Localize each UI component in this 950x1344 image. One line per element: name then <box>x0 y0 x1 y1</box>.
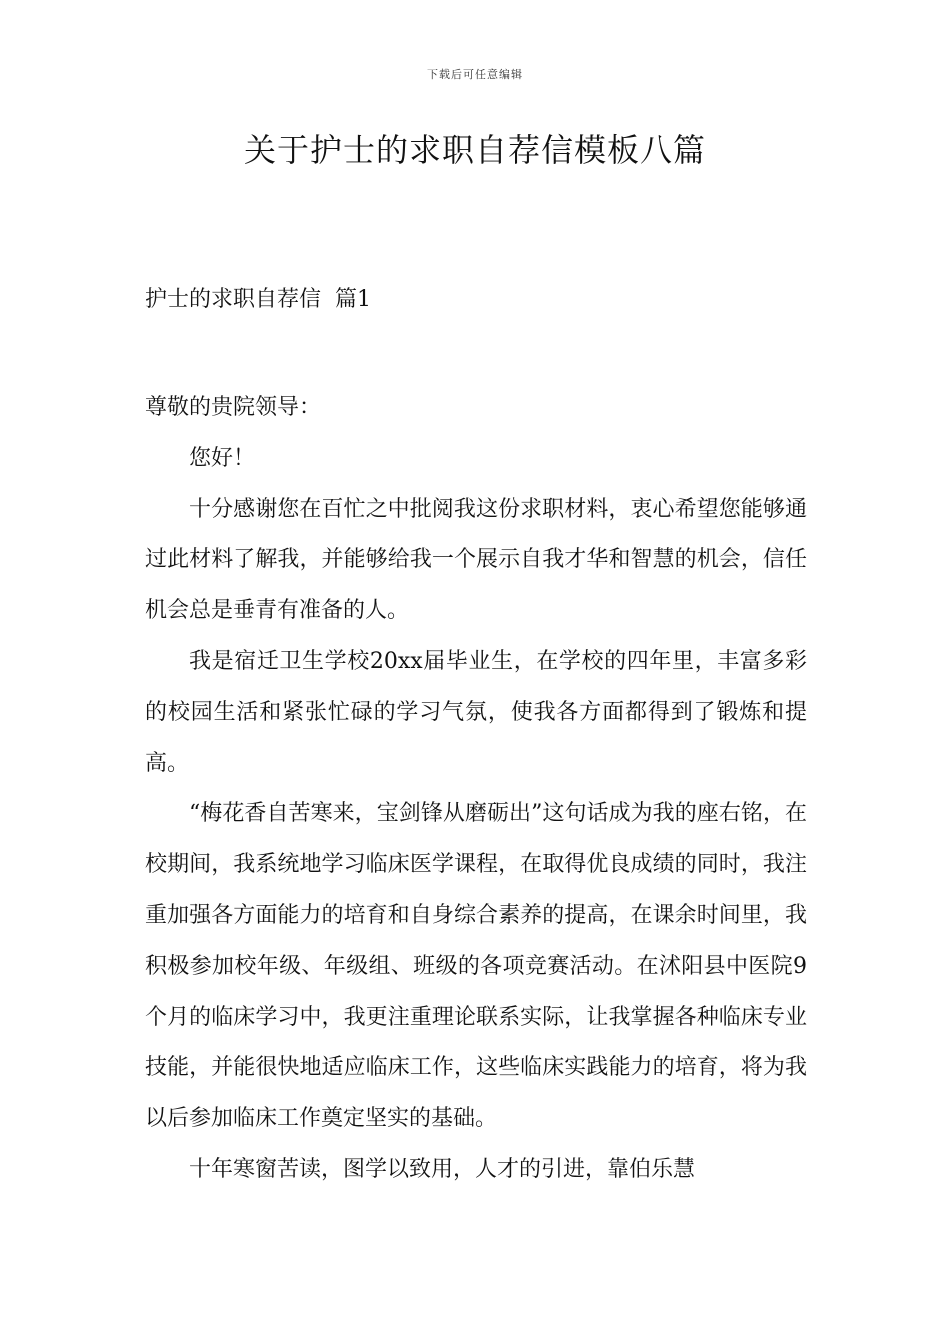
section-heading: 护士的求职自荐信 篇1 <box>145 287 371 312</box>
letter-body <box>145 383 807 1196</box>
paragraph-greeting: 您好！ <box>189 445 256 471</box>
paragraph: 十年寒窗苦读，图学以致用，人才的引进，靠伯乐慧 <box>189 1156 696 1182</box>
paragraph: “梅花香自苦寒来，宝剑锋从磨砺出”这句话成为我的座右铭，在校期间，我系统地学习临床医学课程，在取得优良成绩的同时，我注重加强各方面能力的培育和自身综合素养的提高，在课余时间里，我积极参加校年级、年级组、班级的各项竞赛活动。在沭阳县中医院9个月的临床学习中，我更注重理论联系实际，让我掌握各种临床专业技能，并能很快地适应临床工作，这些临床实践能力的培育，将为我以后参加临床工作奠定坚实的基础。 <box>145 801 807 1132</box>
header-note: 下载后可任意编辑 <box>427 68 523 81</box>
salutation: 尊敬的贵院领导： <box>145 395 322 420</box>
paragraph: 我是宿迁卫生学校20xx届毕业生，在学校的四年里，丰富多彩的校园生活和紧张忙碌的学习气氛，使我各方面都得到了锻炼和提高。 <box>145 648 807 776</box>
document-title: 关于护士的求职自荐信模板八篇 <box>243 131 706 169</box>
paragraph: 十分感谢您在百忙之中批阅我这份求职材料，衷心希望您能够通过此材料了解我，并能够给我一个展示自我才华和智慧的机会，信任机会总是垂青有准备的人。 <box>145 496 807 624</box>
